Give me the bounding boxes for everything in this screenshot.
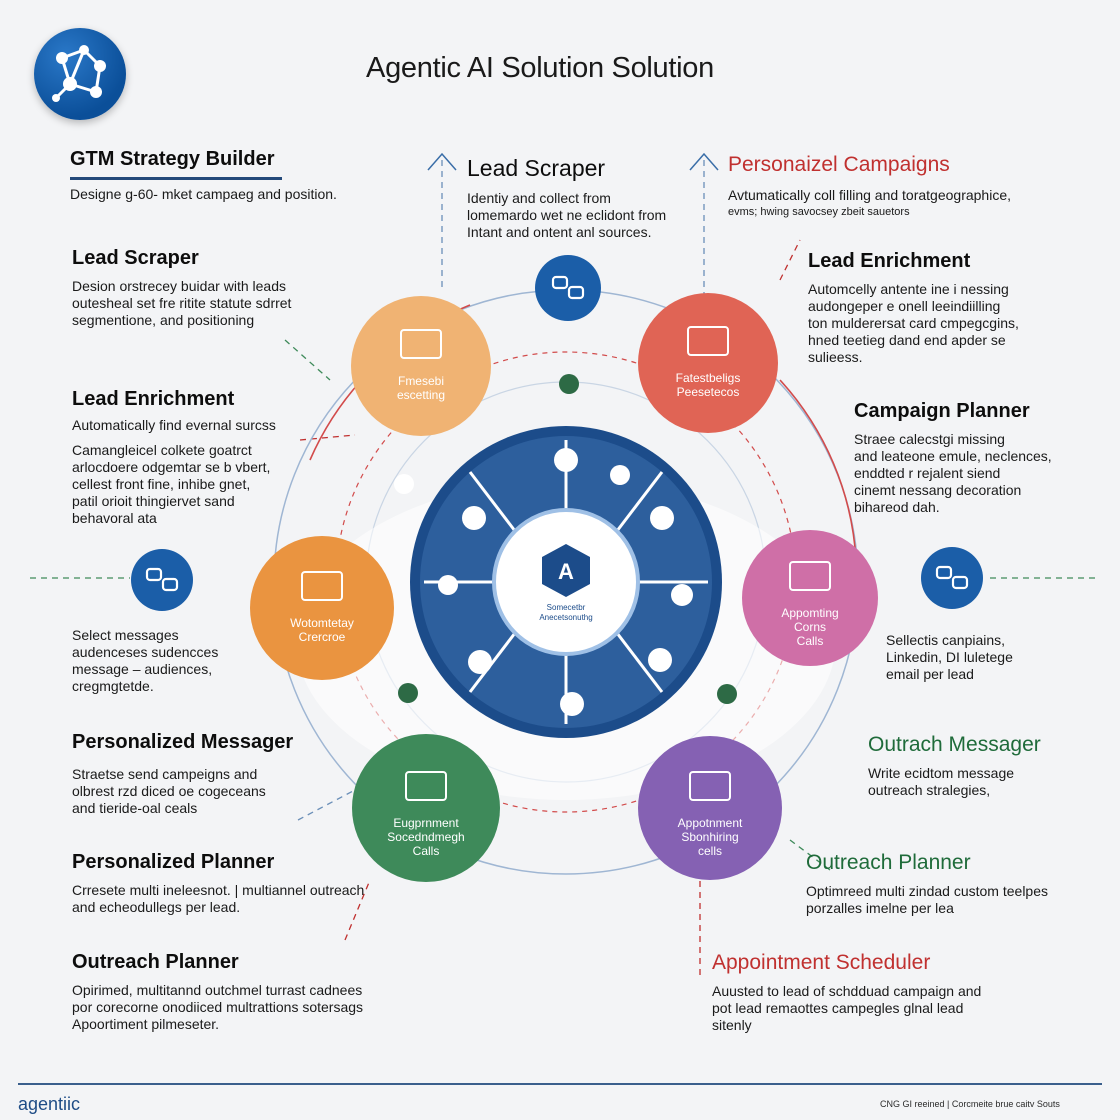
section-heading: Appointment Scheduler bbox=[712, 951, 931, 974]
left-section-enrichment-details: Camangleicel colkete goatrct arlocdoere odgemtar se b vbert, cellest front fine, inhibe gnet, patil orioit thingiervet sand behavoral ata bbox=[72, 442, 271, 526]
section-heading: Lead Scraper bbox=[467, 155, 606, 181]
node-research-label: Fmesebi escetting bbox=[396, 374, 446, 402]
node-enrichment-label: Fatestbeligs Peesetecos bbox=[675, 371, 741, 399]
right-section-personalized-campaigns: Personaizel Campaigns Avtumatically coll filling and toratgeographice, evms; hwing savocsey zbeit sauetors bbox=[728, 153, 1068, 221]
footer-divider bbox=[18, 1083, 1102, 1085]
section-heading: Personalized Messager bbox=[72, 731, 294, 753]
section-heading: Campaign Planner bbox=[854, 400, 1030, 422]
node-research bbox=[351, 296, 491, 436]
heading-underline bbox=[70, 177, 282, 180]
right-section-select-campaigns: Sellectis canpiains, Linkedin, DI luletege email per lead bbox=[886, 632, 1013, 682]
left-section-lead-enrichment: Lead Enrichment Automatically find evernal surcss bbox=[72, 388, 322, 434]
section-heading: GTM Strategy Builder bbox=[70, 148, 275, 170]
page-title: Agentic AI Solution Solution bbox=[366, 52, 714, 84]
right-section-appointment-scheduler: Appointment Scheduler Auusted to lead of schdduad campaign and pot lead remaottes campegles glnal lead sitenly bbox=[712, 951, 1052, 1034]
top-section-lead-scraper: Lead Scraper Identiy and collect from lomemardo wet ne eclidont from Intant and ontent anl sources. bbox=[467, 155, 697, 241]
section-heading: Personalized Planner bbox=[72, 851, 275, 873]
left-section-personalized-messager: Personalized Messager Straetse send campeigns and olbrest rzd diced oe cogeceans and tieride-oal ceals bbox=[72, 731, 342, 817]
footer-brand: agentiic bbox=[18, 1094, 81, 1114]
top-agent-bubble bbox=[535, 255, 601, 321]
right-agent-bubble bbox=[921, 547, 983, 609]
node-appointment-setting bbox=[638, 736, 782, 880]
left-section-select-messages: Select messages audenceses sudencces message – audiences, cregmgtetde. bbox=[72, 627, 219, 694]
section-heading: Lead Scraper bbox=[72, 247, 199, 269]
left-agent-bubble bbox=[131, 549, 193, 611]
section-heading: Outreach Planner bbox=[806, 851, 971, 874]
footer-note: CNG GI reeined | Corcmeite brue caitv Souts bbox=[880, 1099, 1060, 1109]
section-heading: Personaizel Campaigns bbox=[728, 153, 950, 176]
node-appointment-setting-label: Appotnment Sbonhiring cells bbox=[677, 816, 743, 858]
left-section-gtm: GTM Strategy Builder Designe g-60- mket campaeg and position. bbox=[70, 148, 390, 203]
left-section-lead-scraper: Lead Scraper Desion orstrecey buidar with leads outesheal set fre ritite statute sdrret segmentione, and positioning bbox=[72, 247, 362, 329]
right-section-campaign-planner: Campaign Planner Straee calecstgi missing and leateone emule, neclences, enddted r rejalent siend cinemt nessang decoration bihareod dah. bbox=[854, 400, 1084, 516]
right-section-outreach-messager: Outrach Messager Write ecidtom message outreach stralegies, bbox=[868, 733, 1098, 799]
right-section-outreach-planner: Outreach Planner Optimreed multi zindad custom teelpes porzalles imelne per lea bbox=[806, 851, 1106, 917]
section-heading: Lead Enrichment bbox=[808, 250, 971, 272]
node-scheduling-label: Eugprnment Socedndmegh Calls bbox=[387, 816, 465, 858]
section-heading: Lead Enrichment bbox=[72, 388, 235, 410]
right-section-lead-enrichment: Lead Enrichment Automcelly antente ine i nessing audongeper e onell leeindiilling ton mulderersat card cmpegcgins, hned teetieg dand end apder se sulieess. bbox=[808, 250, 1058, 366]
node-enrichment bbox=[638, 293, 778, 433]
center-label: Somecetbr Anecetsonuthg bbox=[539, 603, 593, 622]
node-messaging-label: Wotomtetay Crercroe bbox=[290, 616, 354, 644]
left-section-personalized-planner: Personalized Planner Crresete multi ineleesnot. | multiannel outreach and echeodullegs per lead. bbox=[72, 851, 392, 916]
section-heading: Outreach Planner bbox=[72, 951, 239, 973]
node-appointments-label: Appomting Corns Calls bbox=[781, 606, 839, 648]
section-heading: Outrach Messager bbox=[868, 733, 1041, 756]
center-badge-letter: A bbox=[558, 559, 574, 584]
left-section-outreach-planner: Outreach Planner Opirimed, multitannd outchmel turrast cadnees por corecorne onodiiced multrattions sotersags Apoortiment pilmeseter. bbox=[72, 951, 442, 1033]
